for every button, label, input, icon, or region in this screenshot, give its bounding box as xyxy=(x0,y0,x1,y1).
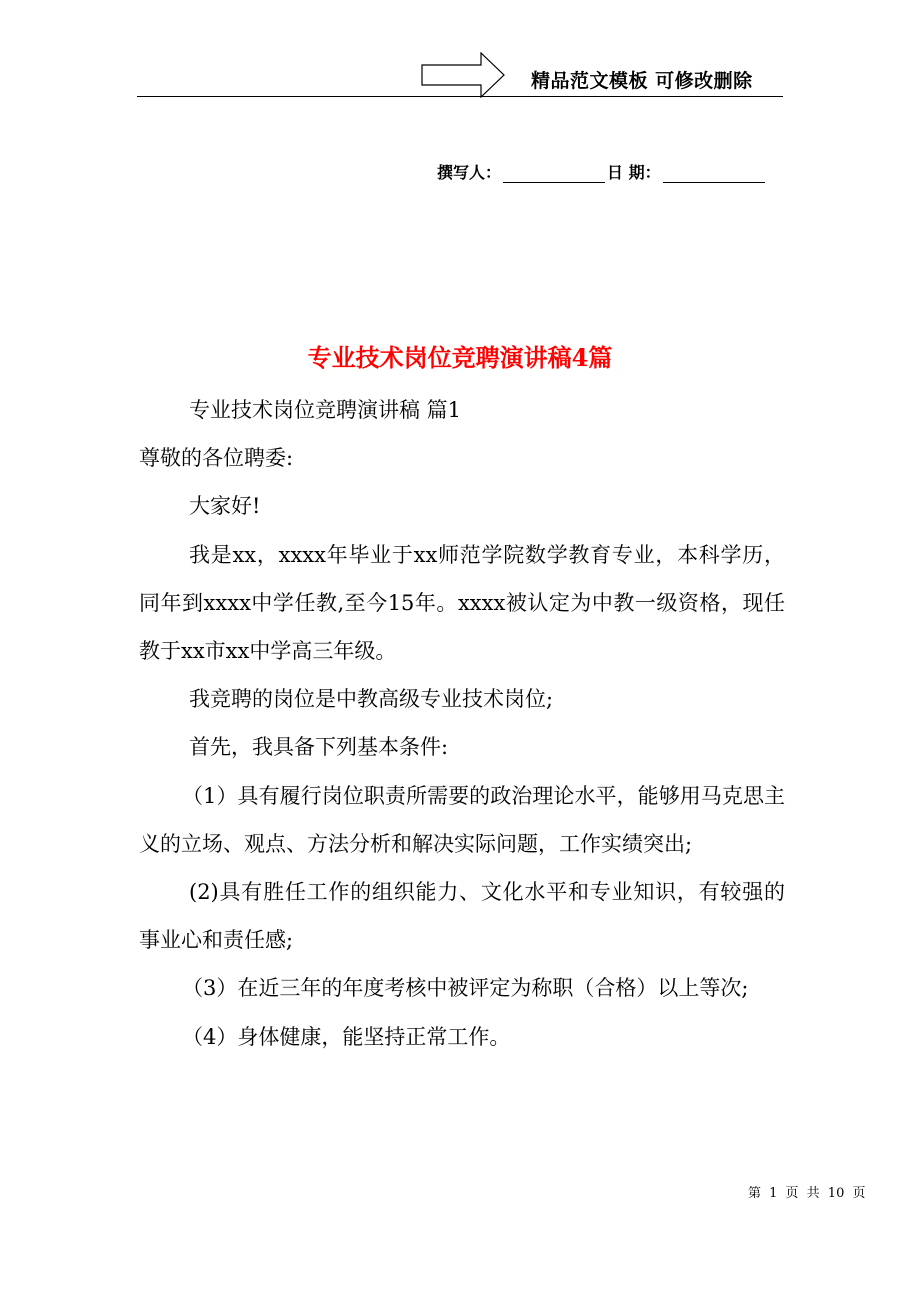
author-blank-field xyxy=(503,164,605,183)
header-divider xyxy=(137,96,783,97)
condition-item-4: （4）身体健康，能坚持正常工作。 xyxy=(182,1024,511,1049)
greeting: 大家好! xyxy=(189,494,261,519)
header-banner: 精品范文模板 可修改删除 xyxy=(531,70,753,92)
date-blank-field xyxy=(663,164,765,183)
document-body xyxy=(139,386,785,1061)
paragraph-conditions: 首先，我具备下列基本条件: xyxy=(189,735,449,760)
paragraph-position: 我竞聘的岗位是中教高级专业技术岗位; xyxy=(189,687,554,712)
salutation: 尊敬的各位聘委: xyxy=(139,446,294,471)
author-date-line xyxy=(437,160,767,183)
condition-item-2: (2)具有胜任工作的组织能力、文化水平和专业知识，有较强的事业心和责任感; xyxy=(139,880,785,953)
right-arrow-icon xyxy=(421,52,505,98)
paragraph-intro: 我是xx，xxxx年毕业于xx师范学院数学教育专业，本科学历，同年到xxxx中学任教,至今15年。xxxx被认定为中教一级资格，现任教于xx市xx中学高三年级。 xyxy=(139,542,785,664)
condition-item-1: （1）具有履行岗位职责所需要的政治理论水平，能够用马克思主义的立场、观点、方法分析和解决实际问题，工作实绩突出; xyxy=(139,783,785,856)
author-label: 撰写人： xyxy=(437,163,502,182)
section-heading: 专业技术岗位竞聘演讲稿 篇1 xyxy=(189,398,462,422)
date-label: 日 期： xyxy=(607,163,661,182)
document-title: 专业技术岗位竞聘演讲稿4篇 xyxy=(307,343,613,372)
condition-item-3: （3）在近三年的年度考核中被评定为称职（合格）以上等次; xyxy=(182,976,749,1001)
page-number: 第 1 页 共 10 页 xyxy=(748,1186,866,1201)
